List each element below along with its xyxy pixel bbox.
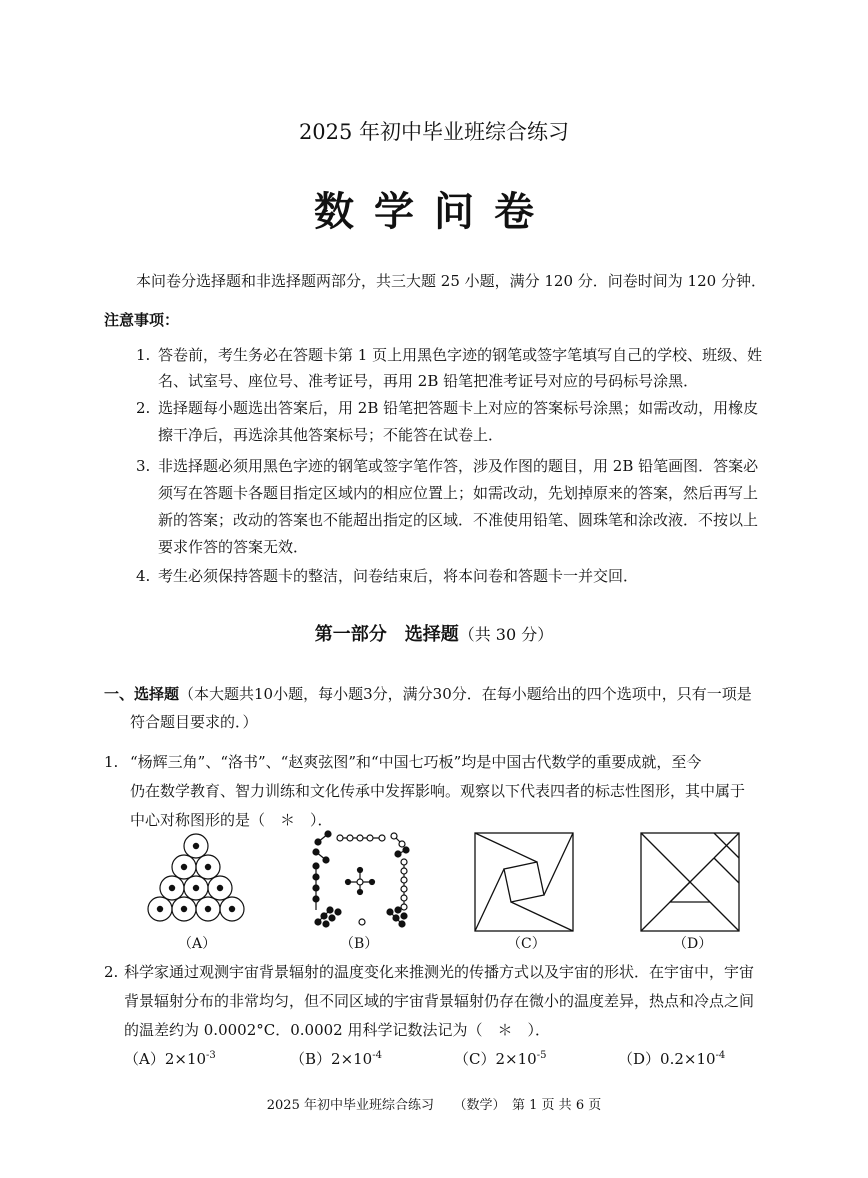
note-3-line-3: 新的答案；改动的答案也不能超出指定的区域．不准使用铅笔、圆珠笔和涂改液．不按以上 (158, 511, 759, 529)
note-4-line-1: 考生必须保持答题卡的整洁，问卷结束后，将本问卷和答题卡一并交回． (158, 567, 639, 585)
figure-a-yanghui-triangle (136, 830, 256, 930)
q2-option-d-label: （D） (618, 1050, 661, 1068)
q1-line-3: 中心对称图形的是（ ＊ ）． (130, 811, 333, 829)
triangle-dot (181, 864, 186, 869)
q2-option-a-base: 2×10 (164, 1050, 207, 1068)
footer-subject: （数学） (459, 1098, 499, 1113)
q2-option-c (454, 1048, 546, 1069)
q2-option-a (124, 1048, 216, 1069)
paper-title: 数学问卷 (314, 188, 554, 235)
triangle-dot (205, 864, 210, 869)
section1-line-1 (104, 684, 752, 704)
part1-score: （共 30 分） (458, 625, 554, 644)
triangle-dot (217, 885, 222, 890)
q2-option-b (290, 1048, 382, 1069)
q2-option-b-exp: -4 (372, 1050, 382, 1061)
q2-line-1: 科学家通过观测宇宙背景辐射的温度变化来推测光的传播方式以及宇宙的形状．在宇宙中，宇宙 (124, 963, 755, 981)
figure-c-caption: （C） (507, 936, 546, 952)
note-3-line-2: 须写在答题卡各题目指定区域内的相应位置上；如需改动，先划掉原来的答案，然后再写上 (158, 484, 759, 502)
section1-line-2: 符合题目要求的．） (130, 713, 258, 731)
triangle-dot (193, 843, 198, 848)
q2-option-b-label: （B） (290, 1050, 332, 1068)
triangle-dot (157, 906, 162, 911)
figure-c-zhaoshuang-diagram (474, 832, 574, 932)
note-4-num: 4. (136, 567, 151, 585)
q1-number: 1. (104, 753, 119, 771)
footer-exam: 2025 年初中毕业班综合练习 (266, 1098, 434, 1113)
triangle-dot (181, 906, 186, 911)
note-1-line-1: 答卷前，考生务必在答题卡第 1 页上用黑色字迹的钢笔或签字笔填写自己的学校、班级、姓 (158, 346, 763, 364)
note-1-line-2: 名、试室号、座位号、准考证号，再用 2B 铅笔把准考证号对应的号码标号涂黑． (158, 372, 699, 390)
q2-option-b-base: 2×10 (331, 1050, 373, 1068)
figure-b-luoshu (302, 830, 412, 930)
exam-title: 2025 年初中毕业班综合练习 (298, 120, 570, 144)
notes-heading: 注意事项： (104, 311, 180, 329)
q1-line-2: 仍在数学教育、智力训练和文化传承中发挥影响。观察以下代表四者的标志性图形，其中属于 (130, 782, 746, 800)
q2-option-c-label: （C） (454, 1050, 496, 1068)
part1-heading (0, 620, 868, 646)
note-3-line-4: 要求作答的答案无效． (158, 538, 309, 556)
note-2-line-1: 选择题每小题选出答案后，用 2B 铅笔把答题卡上对应的答案标号涂黑；如需改动，用橡皮 (158, 399, 759, 417)
q2-option-c-base: 2×10 (495, 1050, 537, 1068)
note-2-num: 2. (136, 399, 151, 417)
note-3-num: 3. (136, 457, 151, 475)
section1-label: 一、选择题 (104, 685, 180, 703)
q2-number: 2. (104, 963, 119, 981)
triangle-dot (205, 906, 210, 911)
section1-desc: （本大题共10小题，每小题3分，满分30分．在每小题给出的四个选项中，只有一项是 (179, 685, 752, 703)
q2-option-d-exp: -4 (715, 1050, 726, 1061)
note-3-line-1: 非选择题必须用黑色字迹的钢笔或签字笔作答，涉及作图的题目，用 2B 铅笔画图．答案必 (158, 457, 759, 475)
q2-line-3: 的温差约为 0.0002°C．0.0002 用科学记数法记为（ ＊ ）． (124, 1021, 550, 1039)
part1-title: 第一部分 选择题 (314, 624, 459, 645)
q2-option-d (618, 1048, 725, 1069)
q2-option-a-exp: -3 (206, 1050, 216, 1061)
note-1-num: 1. (136, 346, 151, 364)
figure-b-caption: （B） (340, 936, 379, 952)
q2-option-a-label: （A） (124, 1050, 165, 1068)
triangle-dot (229, 906, 234, 911)
q1-line-1: “杨辉三角”、“洛书”、“赵爽弦图”和“中国七巧板”均是中国古代数学的重要成就，至今 (130, 753, 702, 771)
q2-option-d-base: 0.2×10 (660, 1050, 716, 1068)
intro-text: 本问卷分选择题和非选择题两部分，共三大题 25 小题，满分 120 分．问卷时间为 120 分钟． (136, 272, 766, 290)
triangle-dot (169, 885, 174, 890)
figure-d-caption: （D） (673, 936, 713, 952)
page-footer (0, 1094, 868, 1113)
q2-line-2: 背景辐射分布的非常均匀，但不同区域的宇宙背景辐射仍存在微小的温度差异，热点和冷点之间 (124, 992, 755, 1010)
triangle-dot (193, 885, 198, 890)
q2-option-c-exp: -5 (536, 1050, 547, 1061)
footer-page: 第 1 页 共 6 页 (512, 1098, 602, 1113)
note-2-line-2: 擦干净后，再选涂其他答案标号；不能答在试卷上． (158, 426, 504, 444)
figure-d-tangram (640, 832, 740, 932)
figure-a-caption: （A） (178, 936, 217, 952)
